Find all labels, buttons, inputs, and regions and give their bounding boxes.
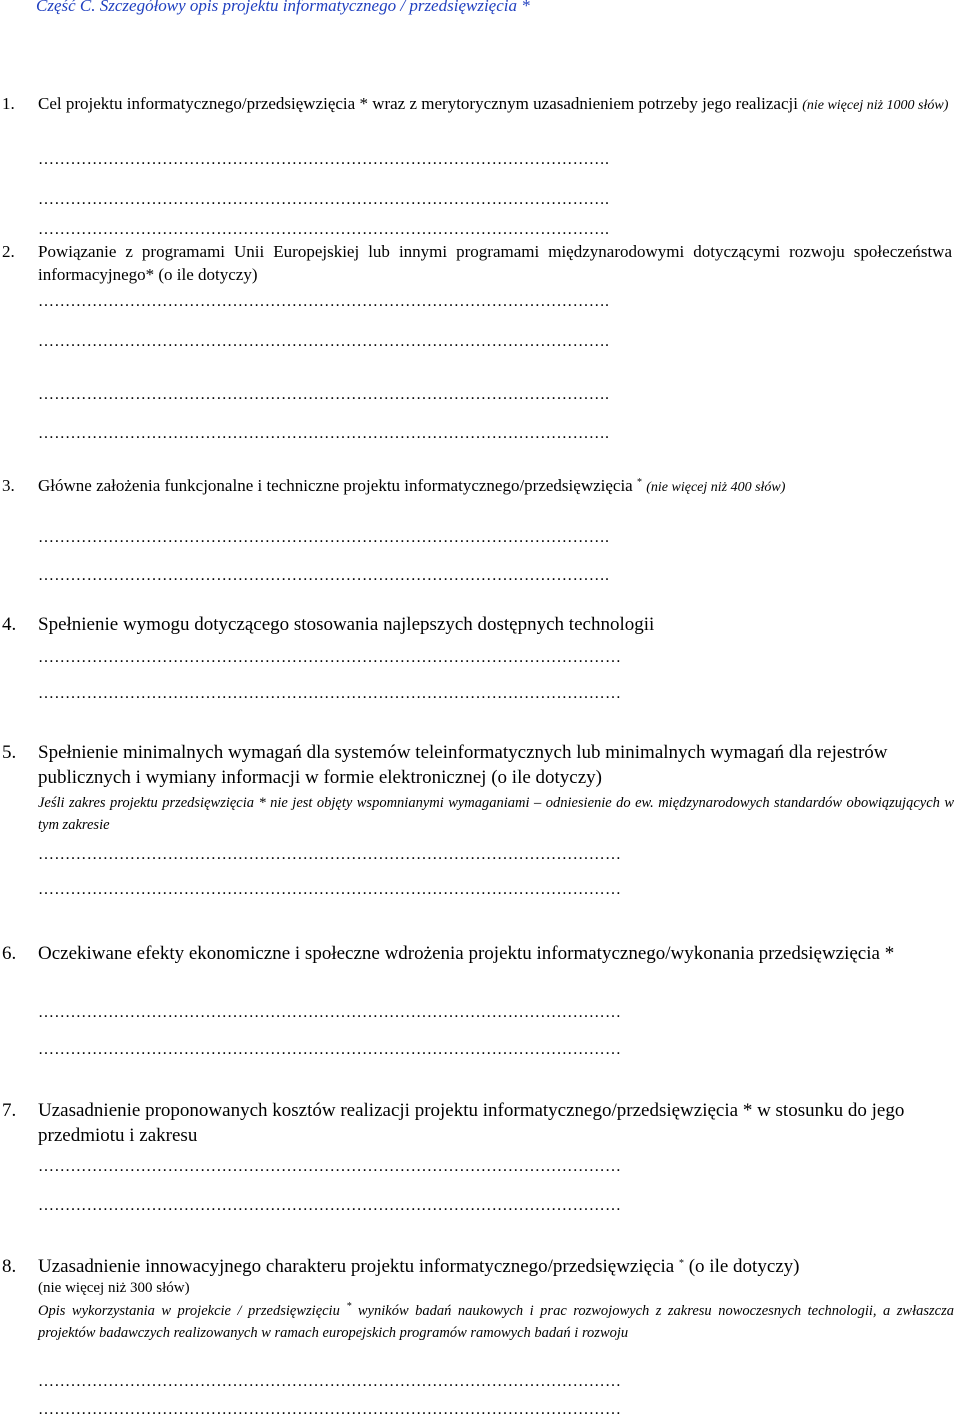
note-text: wyników badań naukowych i prac rozwojowych z zakresu nowoczesnych technologii, a zwłaszcza projektów badawczych realizowanych w ramach europejskich programów ramowych badań i rozwoju	[38, 1303, 954, 1341]
word-limit-note: (nie więcej niż 300 słów)	[38, 1280, 190, 1296]
note-text: Opis wykorzystania w projekcie / przedsięwzięciu	[38, 1303, 340, 1319]
fill-line[interactable]: …………………………………………………………………………………………….	[38, 293, 610, 310]
section-number: 6.	[2, 943, 17, 964]
section-number: 1.	[2, 94, 15, 113]
fill-line[interactable]: ………………………………………………………………………………………………	[38, 846, 622, 863]
fill-line[interactable]: ………………………………………………………………………………………………	[38, 1401, 622, 1418]
fill-line[interactable]: …………………………………………………………………………………………….	[38, 386, 610, 403]
asterisk: *	[346, 1301, 352, 1312]
fill-line[interactable]: …………………………………………………………………………………………….	[38, 191, 610, 208]
fill-line[interactable]: …………………………………………………………………………………………….	[38, 529, 610, 546]
section-number: 7.	[2, 1100, 17, 1121]
section-text: Uzasadnienie innowacyjnego charakteru projektu informatycznego/przedsięwzięcia	[38, 1256, 675, 1277]
fill-line[interactable]: …………………………………………………………………………………………….	[38, 151, 610, 168]
section-heading	[38, 1254, 952, 1279]
fill-line[interactable]: ………………………………………………………………………………………………	[38, 649, 622, 666]
section-text: Spełnienie wymogu dotyczącego stosowania najlepszych dostępnych technologii	[38, 614, 655, 635]
fill-line[interactable]: …………………………………………………………………………………………….	[38, 221, 610, 238]
section-number: 8.	[2, 1256, 17, 1277]
section-text: Spełnienie minimalnych wymagań dla systemów teleinformatycznych lub minimalnych wymagań dla rejestrów publicznych i wymiany informacji w formie elektronicznej (o ile dotyczy)	[38, 742, 888, 788]
fill-line[interactable]: ………………………………………………………………………………………………	[38, 685, 622, 702]
section-text: Oczekiwane efekty ekonomiczne i społeczne wdrożenia projektu informatycznego/wykonania przedsięwzięcia *	[38, 943, 895, 964]
fill-line[interactable]: ………………………………………………………………………………………………	[38, 1041, 622, 1058]
section-heading	[38, 92, 952, 117]
section-text-after: (o ile dotyczy)	[688, 1256, 800, 1277]
fill-line[interactable]: ………………………………………………………………………………………………	[38, 1004, 622, 1021]
fill-line[interactable]: ………………………………………………………………………………………………	[38, 881, 622, 898]
fill-line[interactable]: ………………………………………………………………………………………………	[38, 1197, 622, 1214]
section-number: 3.	[2, 476, 15, 495]
word-limit-note: (nie więcej niż 1000 słów)	[802, 98, 949, 113]
section-heading	[38, 474, 952, 499]
section-note	[38, 1300, 954, 1344]
fill-line[interactable]: ………………………………………………………………………………………………	[38, 1158, 622, 1175]
word-limit-note: (nie więcej niż 400 słów)	[646, 480, 786, 495]
fill-line[interactable]: …………………………………………………………………………………………….	[38, 425, 610, 442]
section-text: Uzasadnienie proponowanych kosztów realizacji projektu informatycznego/przedsięwzięcia * w stosunku do jego przedmiotu i zakresu	[38, 1100, 905, 1146]
section-number: 4.	[2, 614, 17, 635]
section-number: 5.	[2, 742, 17, 763]
page-title: Część C. Szczegółowy opis projektu informatycznego / przedsięwzięcia *	[36, 0, 530, 15]
fill-line[interactable]: ………………………………………………………………………………………………	[38, 1373, 622, 1390]
asterisk: *	[678, 1258, 684, 1269]
section-text: Główne założenia funkcjonalne i techniczne projektu informatycznego/przedsięwzięcia	[38, 476, 633, 495]
section-text: Powiązanie z programami Unii Europejskiej lub innymi programami międzynarodowymi dotyczącymi rozwoju społeczeństwa informacyjnego* (o ile dotyczy)	[38, 242, 952, 284]
section-text: Cel projektu informatycznego/przedsięwzięcia * wraz z merytorycznym uzasadnieniem potrzeby jego realizacji	[38, 94, 798, 113]
section-note: Jeśli zakres projektu przedsięwzięcia * nie jest objęty wspomnianymi wymaganiami – odniesienie do ew. międzynarodowych standardów obowiązujących w tym zakresie	[38, 795, 954, 833]
fill-line[interactable]: …………………………………………………………………………………………….	[38, 567, 610, 584]
asterisk: *	[636, 477, 642, 488]
fill-line[interactable]: …………………………………………………………………………………………….	[38, 333, 610, 350]
section-number: 2.	[2, 242, 15, 261]
